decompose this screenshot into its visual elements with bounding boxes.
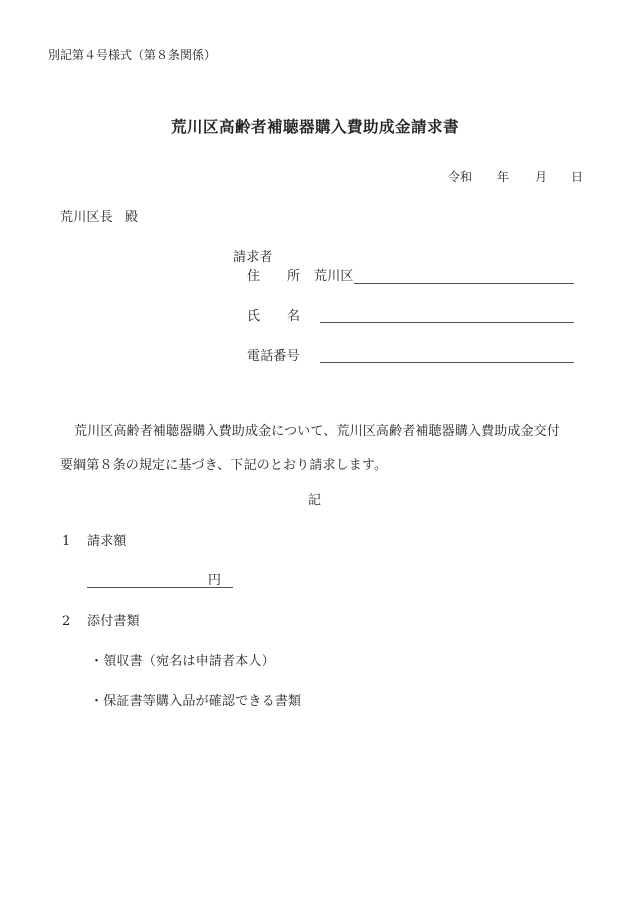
name-label-1: 氏 [247,309,261,324]
item-label: 請求額 [87,534,127,549]
date-day-unit: 日 [571,170,584,184]
address-prefix: 荒川区 [314,269,354,284]
date-month-field[interactable] [511,167,533,185]
claimant-heading: 請求者 [233,250,273,265]
phone-field[interactable] [320,362,574,363]
address-field[interactable] [354,283,574,284]
addressee-honorific: 殿 [125,210,139,225]
name-field[interactable] [320,322,574,323]
amount-unit: 円 [208,573,222,588]
date-year-field[interactable] [474,167,496,185]
address-label-1: 住 [247,269,261,284]
date-month-unit: 月 [535,170,548,184]
date-era: 令和 [448,170,473,184]
item-number: 1 [62,534,71,549]
form-label: 別記第４号様式（第８条関係） [48,48,217,62]
attachment-list-item: ・保証書等購入品が確認できる書類 [90,694,302,709]
addressee-name: 荒川区長 [60,210,113,225]
date-day-field[interactable] [549,167,569,185]
paragraph-line-2: 要綱第８条の規定に基づき、下記のとおり請求します。 [60,458,388,473]
address-label-2: 所 [287,269,301,284]
phone-label: 電話番号 [247,349,300,364]
item-label: 添付書類 [87,614,140,629]
ki-heading: 記 [308,493,322,508]
name-label-2: 名 [287,309,301,324]
paragraph-line-1: 荒川区高齢者補聴器購入費助成金について、荒川区高齢者補聴器購入費助成金交付 [74,424,561,439]
document-title: 荒川区高齢者補聴器購入費助成金請求書 [170,117,459,136]
item-number: 2 [62,614,71,629]
date-year-unit: 年 [497,170,510,184]
attachment-list-item: ・領収書（宛名は申請者本人） [90,654,275,669]
